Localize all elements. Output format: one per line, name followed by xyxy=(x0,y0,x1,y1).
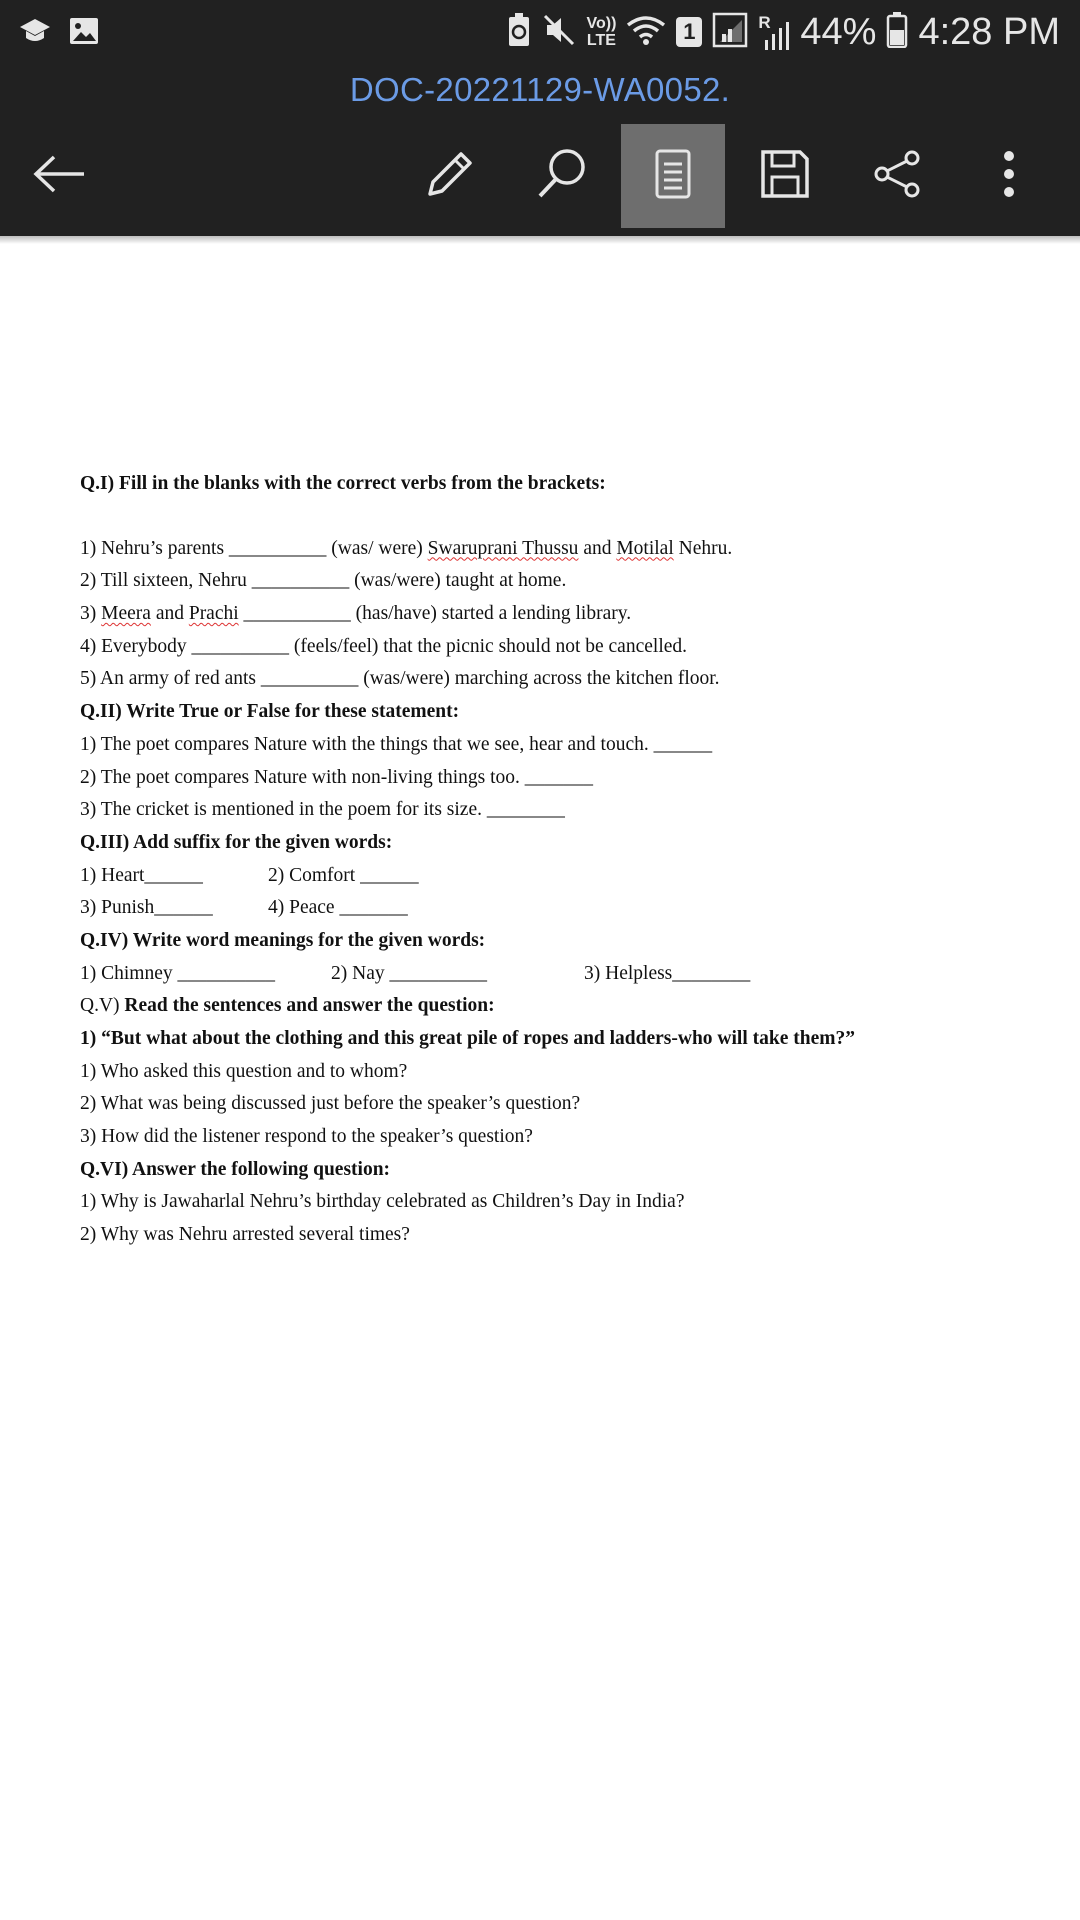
q3-row-2 xyxy=(80,892,1040,925)
share-button[interactable] xyxy=(845,124,949,228)
title-bar xyxy=(0,64,1080,120)
search-icon xyxy=(535,147,589,206)
q5-heading-prefix: Q.V) xyxy=(80,995,125,1017)
roaming-indicator: R xyxy=(758,13,771,32)
document-title: DOC-20221129-WA0052. xyxy=(349,71,731,108)
graduation-cap-icon xyxy=(18,14,52,53)
search-button[interactable] xyxy=(510,124,614,228)
share-icon xyxy=(872,149,922,204)
q5-heading: Read the sentences and answer the question: xyxy=(124,995,495,1017)
signal-sim2 xyxy=(758,14,790,50)
q6-item-2: 2) Why was Nehru arrested several times? xyxy=(80,1224,410,1246)
q2-heading: Q.II) Write True or False for these statement: xyxy=(80,701,460,723)
more-options-icon xyxy=(1002,149,1016,204)
toolbar-shadow xyxy=(0,236,1080,244)
save-button[interactable] xyxy=(733,124,837,228)
q5-heading-line xyxy=(80,990,1040,1023)
q2-item-2: 2) The poet compares Nature with non-living things too. _______ xyxy=(80,766,594,788)
q5-quote: 1) “But what about the clothing and this great pile of ropes and ladders-who will take them?” xyxy=(80,1028,856,1049)
edit-button[interactable] xyxy=(398,124,502,228)
q2-item-3: 3) The cricket is mentioned in the poem for its size. ________ xyxy=(80,799,565,821)
battery-percent: 44% xyxy=(800,11,877,53)
q1-item-4: 4) Everybody __________ (feels/feel) that the picnic should not be cancelled. xyxy=(80,635,688,657)
signal-icon-sim2 xyxy=(764,22,790,55)
q3-item-4: 4) Peace _______ xyxy=(268,897,408,919)
toolbar xyxy=(0,120,1080,236)
q5-item-3: 3) How did the listener respond to the speaker’s question? xyxy=(80,1126,533,1148)
volte-indicator xyxy=(586,15,616,49)
reading-mode-button[interactable] xyxy=(621,124,725,228)
volte-label-bottom: LTE xyxy=(586,32,616,49)
q1-item-1-mid: and xyxy=(578,537,617,559)
q6-heading: Q.VI) Answer the following question: xyxy=(80,1158,391,1180)
q5-item-2: 2) What was being discussed just before the speaker’s question? xyxy=(80,1093,581,1115)
q2-item-1: 1) The poet compares Nature with the things that we see, hear and touch. ______ xyxy=(80,733,713,755)
q1-item-3-name-2: Prachi xyxy=(188,603,239,625)
q1-item-1-name-1: Swaruprani Thussu xyxy=(427,537,579,559)
battery-icon xyxy=(886,12,908,53)
q1-item-2: 2) Till sixteen, Nehru __________ (was/were) taught at home. xyxy=(80,570,567,592)
q1-item-3-post: ___________ (has/have) started a lending library. xyxy=(238,603,632,625)
q1-heading: Q.I) Fill in the blanks with the correct verbs from the brackets: xyxy=(80,473,606,494)
back-button[interactable] xyxy=(8,124,112,228)
q3-item-3: 3) Punish______ xyxy=(80,897,213,919)
clock: 4:28 PM xyxy=(918,11,1060,53)
mute-icon xyxy=(542,13,576,52)
q1-item-5: 5) An army of red ants __________ (was/were) marching across the kitchen floor. xyxy=(80,668,720,690)
sim-badge: 1 xyxy=(676,17,702,47)
q4-item-2: 2) Nay __________ xyxy=(331,962,487,984)
q3-item-2: 2) Comfort ______ xyxy=(268,864,419,886)
q6-item-1: 1) Why is Jawaharlal Nehru’s birthday celebrated as Children’s Day in India? xyxy=(80,1191,685,1213)
signal-icon-sim1 xyxy=(712,12,748,53)
q4-row xyxy=(80,958,1040,991)
q1-item-3 xyxy=(80,598,1040,631)
q1-item-3-name-1: Meera xyxy=(101,603,151,625)
reading-mode-icon xyxy=(654,148,692,205)
q3-item-1: 1) Heart______ xyxy=(80,864,203,886)
image-icon xyxy=(68,15,100,52)
q4-heading: Q.IV) Write word meanings for the given words: xyxy=(80,929,486,951)
q1-item-1-name-2: Motilal xyxy=(616,537,674,559)
q1-item-3-mid: and xyxy=(150,603,189,625)
q3-row-1 xyxy=(80,860,1040,893)
spacer xyxy=(80,501,1040,533)
save-icon xyxy=(760,149,810,204)
q1-item-3-pre: 3) xyxy=(80,603,102,625)
q1-item-1-post: Nehru. xyxy=(673,537,733,559)
document-page xyxy=(80,468,1040,1252)
q5-item-1: 1) Who asked this question and to whom? xyxy=(80,1060,408,1082)
volte-label-top: Vo)) xyxy=(586,15,617,32)
edit-pencil-icon xyxy=(424,148,476,205)
q4-item-3: 3) Helpless________ xyxy=(584,962,751,984)
more-options-button[interactable] xyxy=(957,124,1061,228)
back-arrow-icon xyxy=(32,154,88,199)
q3-heading: Q.III) Add suffix for the given words: xyxy=(80,831,393,853)
q1-item-1-pre: 1) Nehru’s parents __________ (was/ were) xyxy=(80,537,428,559)
q4-item-1: 1) Chimney __________ xyxy=(80,962,275,984)
battery-saver-icon xyxy=(506,12,532,53)
q1-item-1 xyxy=(80,533,1040,566)
wifi-icon xyxy=(626,13,666,52)
status-bar xyxy=(0,0,1080,64)
